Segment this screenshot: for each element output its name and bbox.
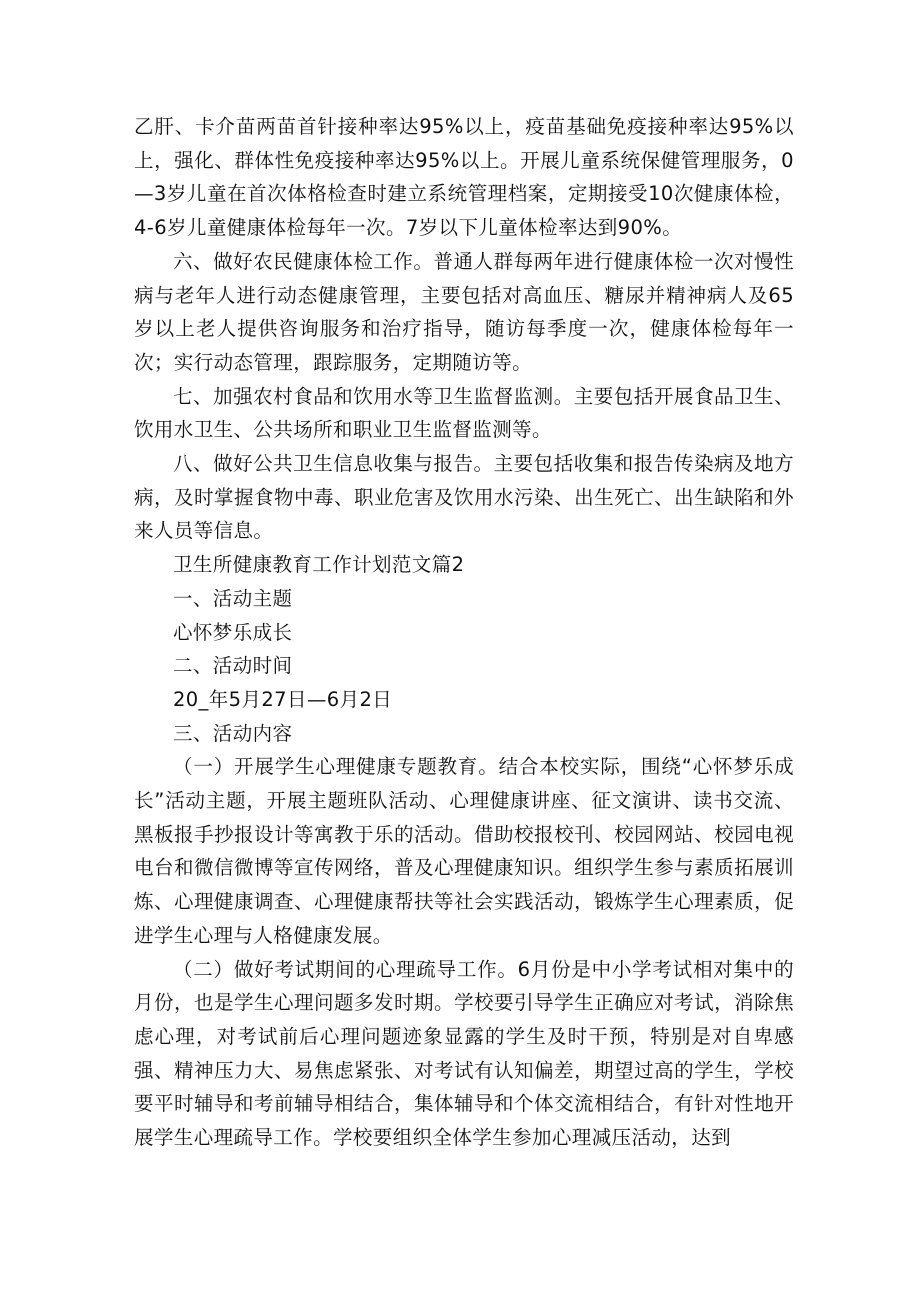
- document-body: [134, 110, 794, 1155]
- heading-activity-content: 三、活动内容: [173, 721, 293, 745]
- paragraph-public-health-info: 八、做好公共卫生信息收集与报告。主要包括收集和报告传染病及地方病，及时掌握食物中毒、职业危害及饮用水污染、出生死亡、出生缺陷和外来人员等信息。: [134, 452, 794, 543]
- activity-theme-value: 心怀梦乐成长: [173, 620, 293, 644]
- section-title: 卫生所健康教育工作计划范文篇2: [173, 553, 465, 577]
- paragraph-mental-health-education: （一）开展学生心理健康专题教育。结合本校实际，围绕“心怀梦乐成长”活动主题，开展主题班队活动、心理健康讲座、征文演讲、读书交流、黑板报手抄报设计等寓教于乐的活动。借助校报校刊、校园网站、校园电视电台和微信微博等宣传网络，普及心理健康知识。组织学生参与素质拓展训炼、心理健康调查、心理健康帮扶等社会实践活动，锻炼学生心理素质，促进学生心理与人格健康发展。: [134, 755, 794, 947]
- paragraph-immunization-rates: 乙肝、卡介苗两苗首针接种率达95%以上，疫苗基础免疫接种率达95%以上，强化、群体性免疫接种率达95%以上。开展儿童系统保健管理服务，0—3岁儿童在首次体格检查时建立系统管理档案，定期接受10次健康体检，4-6岁儿童健康体检每年一次。7岁以下儿童体检率达到90%。: [134, 115, 794, 240]
- heading-activity-time: 二、活动时间: [173, 654, 293, 678]
- activity-time-value: 20_年5月27日—6月2日: [173, 687, 393, 711]
- paragraph-farmer-health-checkup: 六、做好农民健康体检工作。普通人群每两年进行健康体检一次对慢性病与老年人进行动态健康管理，主要包括对高血压、糖尿并精神病人及65岁以上老人提供咨询服务和治疗指导，随访每季度一次，健康体检每年一次；实行动态管理，跟踪服务，定期随访等。: [134, 249, 794, 374]
- heading-activity-theme: 一、活动主题: [173, 586, 293, 610]
- paragraph-food-water-supervision: 七、加强农村食品和饮用水等卫生监督监测。主要包括开展食品卫生、饮用水卫生、公共场所和职业卫生监督监测等。: [134, 384, 794, 442]
- paragraph-exam-counseling: （二）做好考试期间的心理疏导工作。6月份是中小学考试相对集中的月份，也是学生心理问题多发时期。学校要引导学生正确应对考试，消除焦虑心理，对考试前后心理问题迹象显露的学生及时干预，特别是对自卑感强、精神压力大、易焦虑紧张、对考试有认知偏差，期望过高的学生，学校要平时辅导和考前辅导相结合，集体辅导和个体交流相结合，有针对性地开展学生心理疏导工作。学校要组织全体学生参加心理减压活动，达到: [134, 957, 794, 1150]
